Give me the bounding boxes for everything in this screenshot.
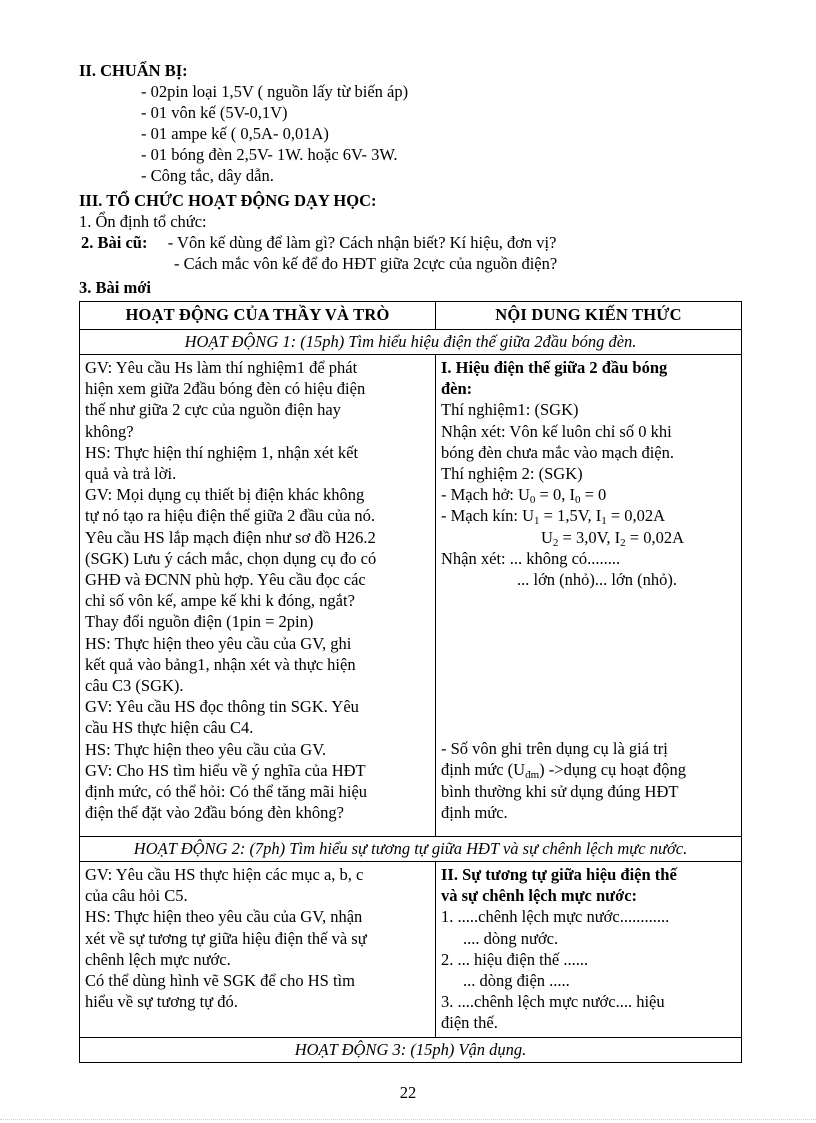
- a1-left-line: điện thế đặt vào 2đầu bóng đèn không?: [85, 803, 344, 823]
- activity-3-title-row: [80, 1037, 742, 1062]
- activity-2-left-cell: [80, 862, 436, 1038]
- prep-item-2: - 01 vôn kế (5V-0,1V): [141, 103, 288, 122]
- a2-right-line: .... dòng nước.: [463, 928, 559, 948]
- a1-rated-3: bình thường khi sử dụng đúng HĐT: [441, 781, 679, 801]
- a2-right-line: ... dòng điện .....: [463, 971, 570, 991]
- a1-left-line: thế như giữa 2 cực của nguồn điện hay: [85, 400, 341, 420]
- a1-section-heading-2: đèn:: [441, 379, 473, 399]
- a1-closed-circuit-2: [441, 527, 736, 548]
- a1-observation-1a: Nhận xét: Vôn kế luôn chỉ số 0 khi: [441, 421, 672, 441]
- a1-left-line: chỉ số vôn kế, ampe kế khi k đóng, ngắt?: [85, 591, 355, 611]
- a1-rated-4: định mức.: [441, 802, 508, 822]
- a1-left-line: HS: Thực hiện theo yêu cầu của GV.: [85, 739, 327, 759]
- a1-experiment-1: Thí nghiệm1: (SGK): [441, 400, 579, 420]
- step-2-question-1: - Vôn kế dùng để làm gì? Cách nhận biết? Kí hiệu, đơn vị?: [167, 233, 557, 252]
- a2-left-line: của câu hỏi C5.: [85, 886, 188, 906]
- closed-text: U: [541, 527, 553, 547]
- open-sub: 0: [574, 494, 581, 507]
- a2-right-line: 3. ....chênh lệch mực nước.... hiệu: [441, 992, 665, 1012]
- a1-left-line: kết quả vào bảng1, nhận xét và thực hiện: [85, 654, 356, 674]
- a2-left-line: HS: Thực hiện theo yêu cầu của GV, nhận: [85, 907, 363, 927]
- a1-left-line: GV: Mọi dụng cụ thiết bị điện khác không: [85, 485, 365, 505]
- a1-left-line: GV: Yêu cầu Hs làm thí nghiệm1 để phát: [85, 358, 358, 377]
- col-header-content: NỘI DUNG KIẾN THỨC: [436, 302, 742, 330]
- prep-item-4: - 01 bóng đèn 2,5V- 1W. hoặc 6V- 3W.: [141, 145, 398, 164]
- open-text: = 0, I: [535, 485, 575, 505]
- closed-text: = 1,5V, I: [539, 506, 602, 526]
- closed-sub: 2: [620, 536, 626, 549]
- a1-left-line: cầu HS thực hiện câu C4.: [85, 718, 254, 738]
- prep-item-5: - Công tắc, dây dẫn.: [141, 166, 274, 185]
- activity-3-title: HOẠT ĐỘNG 3: (15ph) Vận dụng.: [80, 1037, 742, 1062]
- a1-observation-2b: ... lớn (nhỏ)... lớn (nhỏ).: [517, 570, 677, 590]
- a1-left-line: Yêu cầu HS lắp mạch điện như sơ đồ H26.2: [85, 527, 376, 547]
- a1-section-heading-1: I. Hiệu điện thế giữa 2 đầu bóng: [441, 358, 668, 377]
- step-2: [79, 232, 741, 253]
- a1-left-line: định mức, có thể hỏi: Có thể tăng mãi hiệu: [85, 782, 368, 802]
- activity-2-row: [80, 862, 742, 1038]
- step-1: 1. Ổn định tổ chức:: [79, 212, 207, 231]
- a1-left-line: HS: Thực hiện theo yêu cầu của GV, ghi: [85, 633, 352, 653]
- a2-left-line: chênh lệch mực nước.: [85, 949, 231, 969]
- activity-1-row: [80, 355, 742, 837]
- prep-item-1: - 02pin loại 1,5V ( nguồn lấy từ biến áp): [141, 82, 409, 101]
- a1-observation-1b: bóng đèn chưa mắc vào mạch điện.: [441, 442, 674, 462]
- preparation-heading: II. CHUẨN BỊ:: [79, 61, 188, 80]
- a2-left-line: GV: Yêu cầu HS thực hiện các mục a, b, c: [85, 865, 364, 884]
- a2-section-heading-2: và sự chênh lệch mực nước:: [441, 886, 638, 906]
- activity-1-title-row: [80, 330, 742, 355]
- a2-right-line: điện thế.: [441, 1013, 498, 1033]
- activities-heading: III. TỔ CHỨC HOẠT ĐỘNG DẠY HỌC:: [79, 191, 377, 210]
- a1-left-line: hiện xem giữa 2đầu bóng đèn có hiệu điện: [85, 379, 366, 399]
- a1-open-circuit: [441, 484, 736, 505]
- closed-text: - Mạch kín: U: [441, 506, 535, 526]
- col-header-activities: HOẠT ĐỘNG CỦA THẦY VÀ TRÒ: [80, 302, 436, 330]
- a2-section-heading-1: II. Sự tương tự giữa hiệu điện thế: [441, 865, 677, 884]
- rated-text: ) ->dụng cụ hoạt động: [539, 760, 686, 780]
- a1-left-line: không?: [85, 421, 134, 441]
- a2-left-line: xét về sự tương tự giữa hiệu điện thế và sự: [85, 928, 367, 948]
- step-3: 3. Bài mới: [79, 278, 151, 297]
- lesson-table: [79, 301, 742, 1063]
- activity-1-title: HOẠT ĐỘNG 1: (15ph) Tìm hiểu hiệu điện thế giữa 2đầu bóng đèn.: [80, 330, 742, 355]
- section-activities: [79, 190, 741, 298]
- a1-left-line: câu C3 (SGK).: [85, 676, 184, 696]
- a1-rated-2: [441, 759, 736, 780]
- closed-sub: 2: [552, 536, 559, 549]
- closed-sub: 1: [601, 515, 607, 528]
- step-2-label: 2. Bài cũ:: [81, 233, 148, 252]
- a1-left-line: tự nó tạo ra hiệu điện thế giữa 2 đầu của nó.: [85, 506, 376, 526]
- open-text: = 0: [580, 485, 607, 505]
- prep-item-3: - 01 ampe kế ( 0,5A- 0,01A): [141, 124, 329, 143]
- activity-2-right-cell: [436, 862, 742, 1038]
- open-sub: 0: [529, 494, 536, 507]
- table-header-row: [80, 302, 742, 330]
- activity-1-right-cell: [436, 355, 742, 837]
- a1-left-line: HS: Thực hiện thí nghiệm 1, nhận xét kết: [85, 442, 359, 462]
- a1-left-line: GV: Cho HS tìm hiểu về ý nghĩa của HĐT: [85, 760, 366, 780]
- footer-divider: [0, 1119, 816, 1120]
- a1-experiment-2: Thí nghiệm 2: (SGK): [441, 464, 583, 484]
- a2-right-line: 2. ... hiệu điện thế ......: [441, 949, 589, 969]
- a1-left-line: GHĐ và ĐCNN phù hợp. Yêu cầu đọc các: [85, 570, 366, 590]
- a2-right-line: 1. .....chênh lệch mực nước............: [441, 907, 670, 927]
- closed-sub: 1: [534, 515, 540, 528]
- a1-left-line: Thay đổi nguồn điện (1pin = 2pin): [85, 612, 314, 632]
- a1-left-line: quả và trả lời.: [85, 464, 177, 484]
- activity-2-title-row: [80, 837, 742, 862]
- rated-text: định mức (U: [441, 760, 526, 780]
- a2-left-line: hiểu về sự tương tự đó.: [85, 992, 238, 1012]
- a1-spacer: [441, 590, 736, 738]
- closed-text: = 0,02A: [606, 506, 666, 526]
- activity-2-title: HOẠT ĐỘNG 2: (7ph) Tìm hiểu sự tương tự giữa HĐT và sự chênh lệch mực nước.: [80, 837, 742, 862]
- page-number: 22: [399, 1083, 417, 1102]
- closed-text: = 0,02A: [625, 527, 684, 547]
- a1-closed-circuit-1: [441, 505, 736, 526]
- a2-left-line: Có thể dùng hình vẽ SGK để cho HS tìm: [85, 971, 355, 991]
- closed-text: = 3,0V, I: [558, 527, 621, 547]
- step-2-question-2: - Cách mắc vôn kế để đo HĐT giữa 2cực của nguồn điện?: [174, 254, 558, 273]
- a1-left-line: (SGK) Lưu ý cách mắc, chọn dụng cụ đo có: [85, 548, 377, 568]
- activity-1-left-cell: [80, 355, 436, 837]
- rated-sub: đm: [525, 769, 540, 782]
- open-text: - Mạch hở: U: [441, 485, 530, 505]
- a1-left-line: GV: Yêu cầu HS đọc thông tin SGK. Yêu: [85, 697, 359, 717]
- a1-rated-1: - Số vôn ghi trên dụng cụ là giá trị: [441, 739, 668, 759]
- a1-observation-2a: Nhận xét: ... không có........: [441, 548, 621, 568]
- section-preparation: [79, 60, 741, 186]
